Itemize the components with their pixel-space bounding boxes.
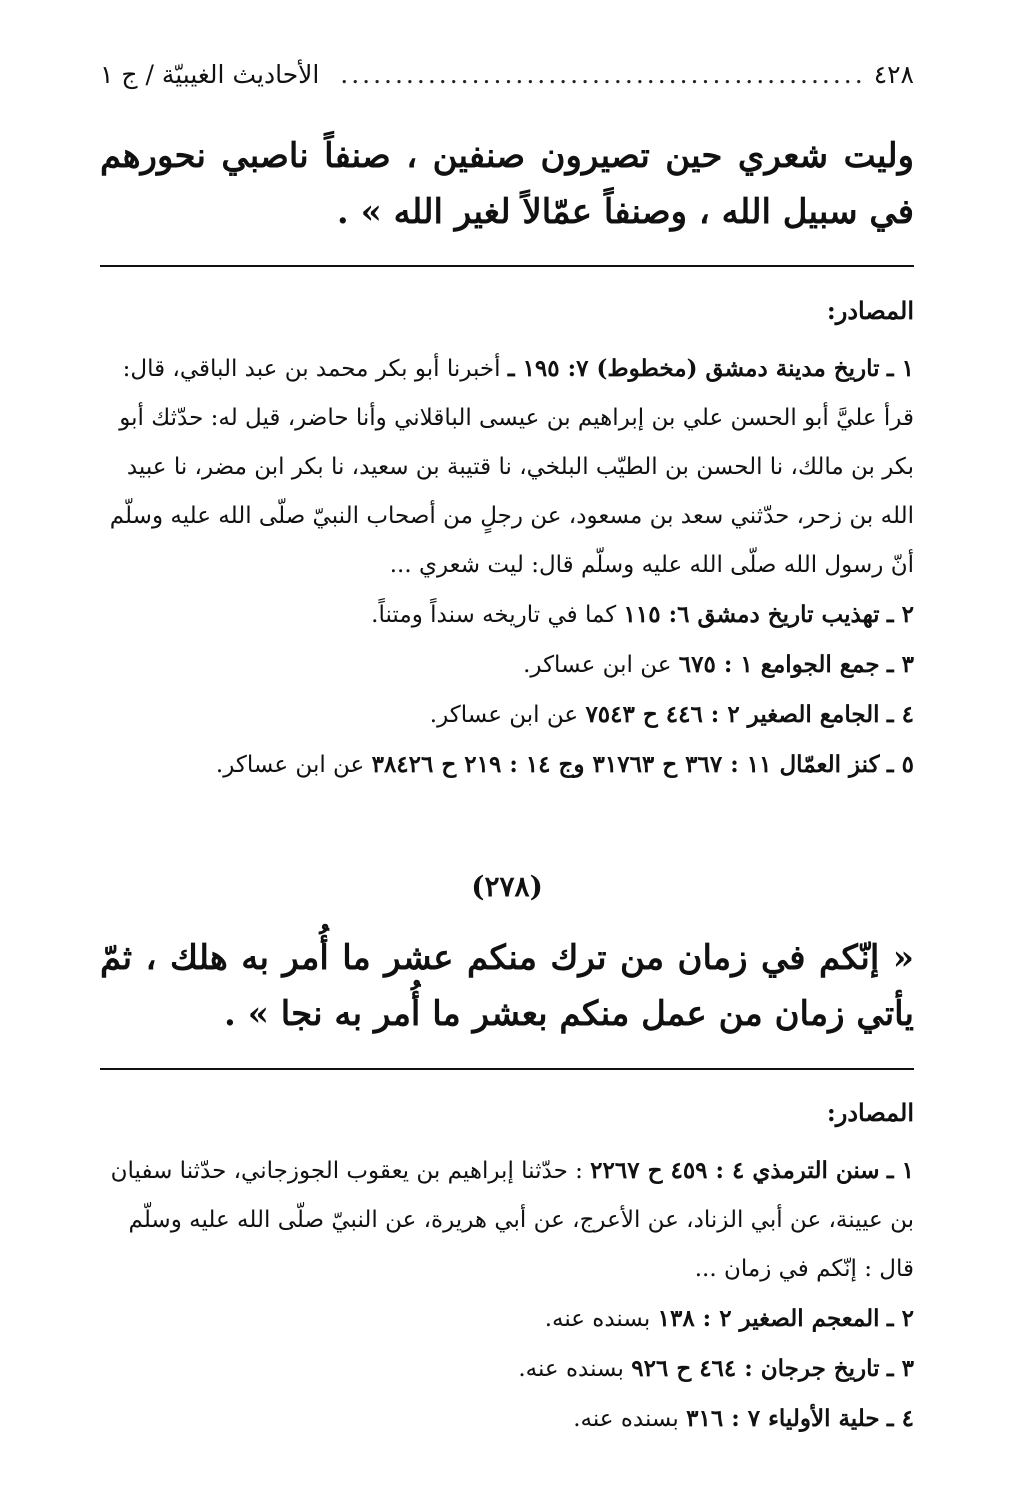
source-number: ٣ ـ [886,1355,914,1382]
source-reference: تاريخ جرجان : ٤٦٤ ح ٩٢٦ [631,1355,880,1382]
source-item [100,1294,914,1344]
source-text: عن ابن عساكر. [215,752,365,778]
page-number: ٤٢٨ [873,59,914,89]
source-text: : حدّثنا إبراهيم بن يعقوب الجوزجاني، حدّثنا سفيان بن عيينة، عن أبي الزناد، عن الأعرج، عن أبي هريرة، عن النبيّ صلّى الله عليه وسلّم قال : إنّكم في زمان ... [110,1158,914,1282]
source-reference: الجامع الصغير ٢ : ٤٤٦ ح ٧٥٤٣ [585,701,880,728]
page-header [100,50,914,98]
leader-dots: ................................................ [340,59,866,89]
source-reference: المعجم الصغير ٢ : ١٣٨ [657,1305,880,1332]
divider-2 [100,1068,914,1070]
source-item [100,740,914,790]
sources-list-1 [100,344,914,790]
source-item [100,690,914,740]
source-number: ٤ ـ [886,1405,914,1432]
source-item [100,590,914,640]
source-text: بسنده عنه. [544,1306,651,1332]
source-text: عن ابن عساكر. [523,652,672,678]
source-item [100,344,914,590]
source-text: عن ابن عساكر. [429,702,579,728]
divider-1 [100,265,914,267]
source-number: ١ ـ [886,1157,914,1184]
source-text: بسنده عنه. [518,1356,624,1382]
source-item [100,1394,914,1444]
sources-label-2: المصادر: [826,1098,914,1127]
source-number: ١ ـ [886,355,914,382]
source-text: بسنده عنه. [573,1406,679,1432]
source-reference: جمع الجوامع ١ : ٦٧٥ [678,651,880,678]
source-reference: حلية الأولياء ٧ : ٣١٦ [686,1405,880,1432]
source-item [100,1146,914,1294]
source-text: أخبرنا أبو بكر محمد بن عبد الباقي، قال: قرأ عليَّ أبو الحسن علي بن إبراهيم بن عيسى الباقلاني وأنا حاضر، قيل له: حدّثك أبو بكر بن مالك، نا الحسن بن الطيّب البلخي، نا قتيبة بن سعيد، نا بكر ابن مضر، نا عبيد الله بن زحر، حدّثني سعد بن مسعود، عن رجلٍ من أصحاب النبيّ صلّى الله عليه وسلّم أنّ رسول الله صلّى الله عليه وسلّم قال: ليت شعري ... [109,356,914,578]
source-number: ٢ ـ [886,601,914,628]
hadith-text: « إنّكم في زمان من ترك منكم عشر ما أُمر به هلك ، ثمّ يأتي زمان من عمل منكم بعشر ما أُمر به نجا » . [100,938,914,1034]
sources-label-1: المصادر: [826,296,914,325]
running-title: الأحاديث الغيبيّة / ج ١ [100,59,320,89]
source-number: ٥ ـ [886,751,914,778]
source-item [100,640,914,690]
sources-list-2 [100,1146,914,1444]
source-reference: تهذيب تاريخ دمشق ٦: ١١٥ [623,601,880,628]
hadith-number: (٢٧٨) [471,870,543,903]
hadith-continuation: وليت شعري حين تصيرون صنفين ، صنفاً ناصبي نحورهم في سبيل الله ، وصنفاً عمّالاً لغير الله » . [100,136,914,232]
source-number: ٢ ـ [886,1305,914,1332]
source-reference: كنز العمّال ١١ : ٣٦٧ ح ٣١٧٦٣ وج ١٤ : ٢١٩ ح ٣٨٤٢٦ [371,751,880,778]
source-number: ٣ ـ [886,651,914,678]
source-item [100,1344,914,1394]
source-reference: سنن الترمذي ٤ : ٤٥٩ ح ٢٢٦٧ [590,1157,880,1184]
source-text: كما في تاريخه سنداً ومتناً. [371,602,617,628]
source-reference: تاريخ مدينة دمشق (مخطوط) ٧: ١٩٥ ـ [507,355,880,382]
source-number: ٤ ـ [886,701,914,728]
